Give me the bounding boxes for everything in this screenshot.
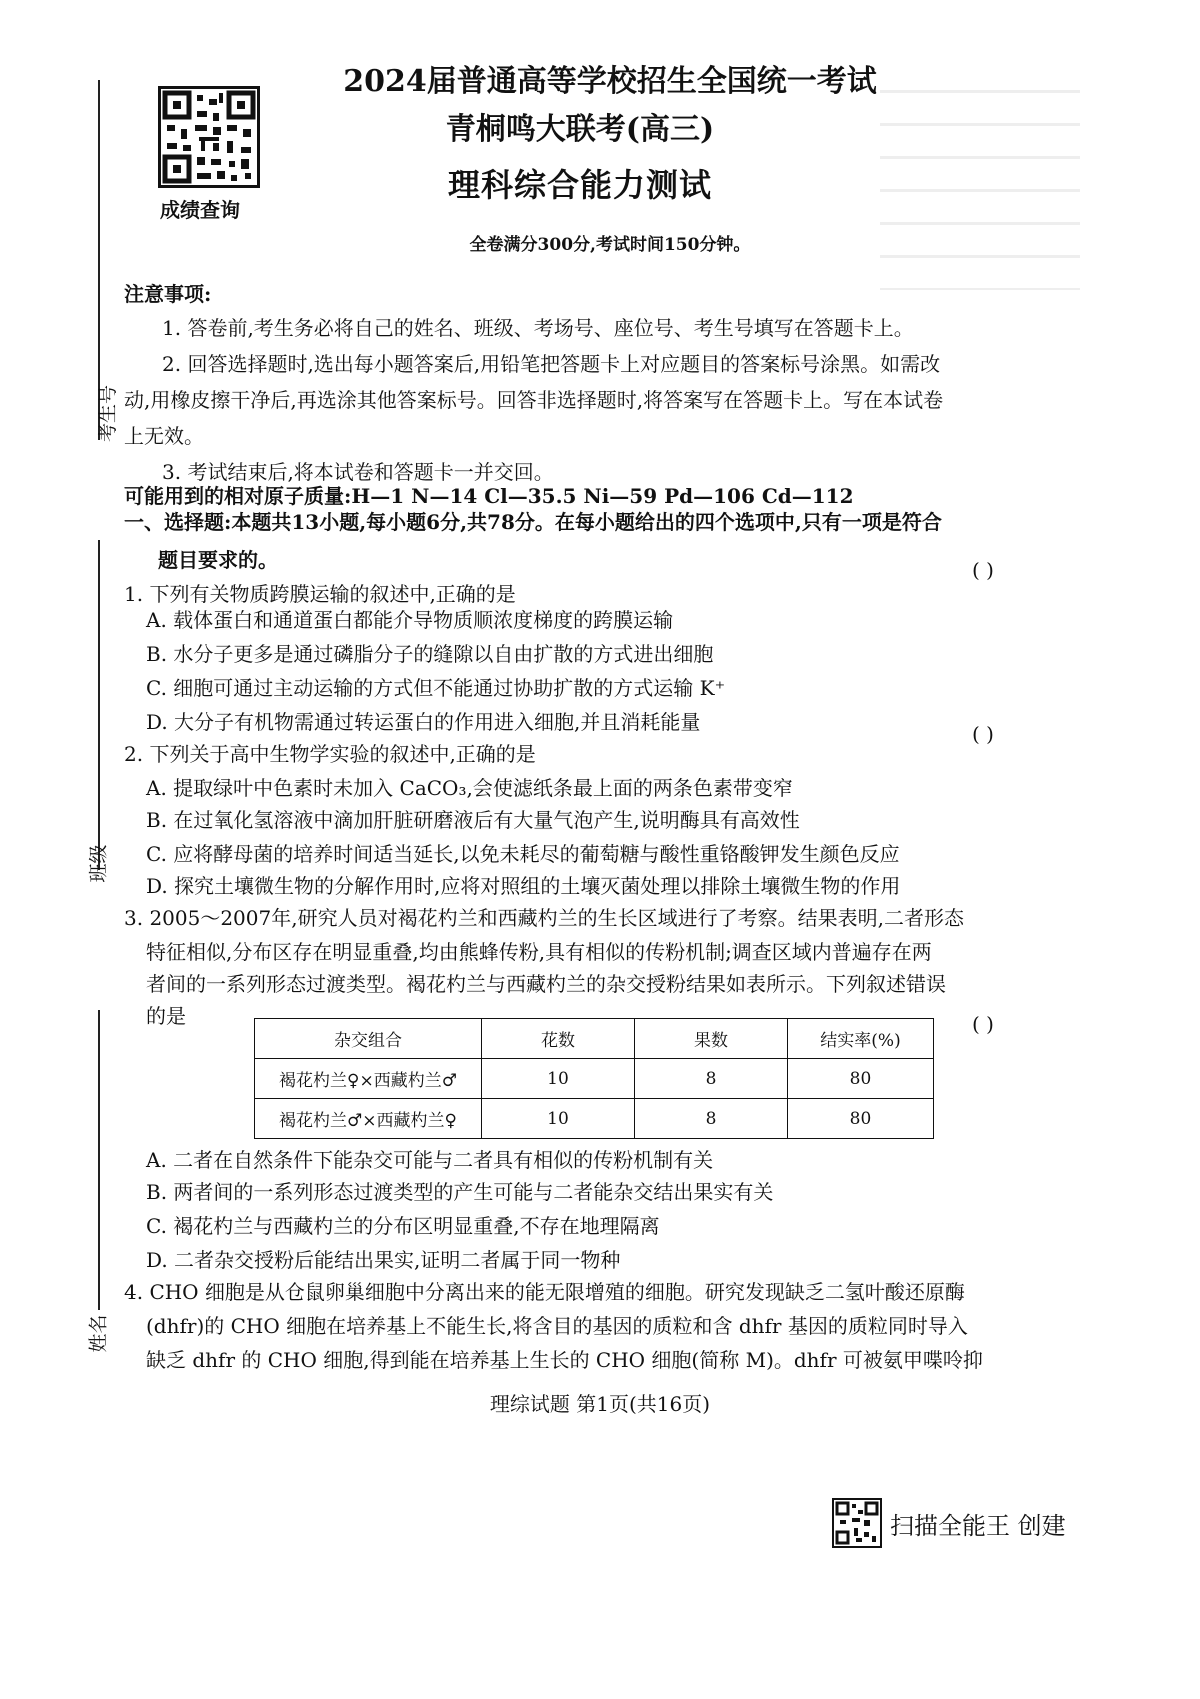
table-header: 果数 (635, 1019, 788, 1059)
table-cell: 80 (788, 1059, 934, 1099)
table-cell: 8 (635, 1059, 788, 1099)
side-label-class: 班级 (87, 844, 110, 883)
scanner-label: 扫描全能王 创建 (890, 1512, 1066, 1540)
q1-option-b: B. 水分子更多是通过磷脂分子的缝隙以自由扩散的方式进出细胞 (146, 642, 714, 666)
table-cell: 80 (788, 1099, 934, 1139)
qr-code-icon[interactable] (158, 86, 260, 188)
q3-stem-4: 的是 (146, 1004, 186, 1028)
q2-option-c: C. 应将酵母菌的培养时间适当延长,以免未耗尽的葡萄糖与酸性重铬酸钾发生颜色反应 (146, 842, 900, 866)
q2-option-a: A. 提取绿叶中色素时未加入 CaCO₃,会使滤纸条最上面的两条色素带变窄 (146, 776, 793, 800)
q2-stem: 2. 下列关于高中生物学实验的叙述中,正确的是 (124, 742, 536, 766)
paper-title: 理科综合能力测试 (447, 166, 712, 204)
table-cell: 10 (482, 1099, 635, 1139)
notice-item-1: 1. 答卷前,考生务必将自己的姓名、班级、考场号、座位号、考生号填写在答题卡上。 (162, 316, 914, 340)
q3-option-d: D. 二者杂交授粉后能结出果实,证明二者属于同一物种 (146, 1248, 621, 1272)
q1-option-a: A. 载体蛋白和通道蛋白都能介导物质顺浓度梯度的跨膜运输 (146, 608, 674, 632)
qr-caption: 成绩查询 (160, 198, 240, 222)
notice-item-2-end: 上无效。 (124, 424, 204, 448)
table-row (255, 1059, 934, 1099)
q4-line-3: 缺乏 dhfr 的 CHO 细胞,得到能在培养基上生长的 CHO 细胞(简称 M)。dhfr 可被氨甲喋呤抑 (146, 1348, 983, 1372)
table-header: 花数 (482, 1019, 635, 1059)
side-label-exam-no: 考生号 (97, 384, 120, 443)
notice-heading: 注意事项: (124, 282, 212, 306)
table-row (255, 1099, 934, 1139)
q4-line-2: (dhfr)的 CHO 细胞在培养基上不能生长,将含目的基因的质粒和含 dhfr 基因的质粒同时导入 (146, 1314, 968, 1338)
table-header: 杂交组合 (255, 1019, 482, 1059)
q3-stem-1: 3. 2005～2007年,研究人员对褐花杓兰和西藏杓兰的生长区域进行了考察。结果表明,二者形态 (124, 906, 964, 930)
exam-title: 2024届普通高等学校招生全国统一考试 (343, 64, 877, 99)
atomic-mass-line: 可能用到的相对原子质量:H—1 N—14 Cl—35.5 Ni—59 Pd—106 Cd—112 (124, 484, 854, 508)
q2-answer-paren[interactable]: ( ) (972, 722, 994, 746)
q2-option-d: D. 探究土壤微生物的分解作用时,应将对照组的土壤灭菌处理以排除土壤微生物的作用 (146, 874, 901, 898)
q1-option-d: D. 大分子有机物需通过转运蛋白的作用进入细胞,并且消耗能量 (146, 710, 701, 734)
q3-table (254, 1018, 934, 1139)
q3-stem-3: 者间的一系列形态过渡类型。褐花杓兰与西藏杓兰的杂交授粉结果如表所示。下列叙述错误 (146, 972, 946, 996)
q3-option-c: C. 褐花杓兰与西藏杓兰的分布区明显重叠,不存在地理隔离 (146, 1214, 660, 1238)
q2-option-b: B. 在过氧化氢溶液中滴加肝脏研磨液后有大量气泡产生,说明酶具有高效性 (146, 808, 800, 832)
scanner-qr-icon (832, 1498, 882, 1548)
table-header-row (255, 1019, 934, 1059)
side-label-name: 姓名 (87, 1314, 110, 1353)
section-heading-cont: 题目要求的。 (158, 548, 278, 572)
table-cell: 10 (482, 1059, 635, 1099)
q3-stem-2: 特征相似,分布区存在明显重叠,均由熊蜂传粉,具有相似的传粉机制;调查区域内普遍存在两 (146, 940, 932, 964)
bleed-through (880, 60, 1080, 290)
score-time-note: 全卷满分300分,考试时间150分钟。 (469, 235, 751, 255)
table-header: 结实率(%) (788, 1019, 934, 1059)
q3-option-b: B. 两者间的一系列形态过渡类型的产生可能与二者能杂交结出果实有关 (146, 1180, 774, 1204)
table-cell: 8 (635, 1099, 788, 1139)
q3-option-a: A. 二者在自然条件下能杂交可能与二者具有相似的传粉机制有关 (146, 1148, 714, 1172)
binding-line-mid (98, 540, 100, 870)
table-cell: 褐花杓兰♂×西藏杓兰♀ (255, 1099, 482, 1139)
section-heading: 一、选择题:本题共13小题,每小题6分,共78分。在每小题给出的四个选项中,只有一项是符合 (124, 510, 942, 534)
q1-option-c: C. 细胞可通过主动运输的方式但不能通过协助扩散的方式运输 K⁺ (146, 676, 726, 700)
q1-answer-paren[interactable]: ( ) (972, 558, 994, 582)
q4-line-1: 4. CHO 细胞是从仓鼠卵巢细胞中分离出来的能无限增殖的细胞。研究发现缺乏二氢叶酸还原酶 (124, 1280, 965, 1304)
notice-item-3: 3. 考试结束后,将本试卷和答题卡一并交回。 (162, 460, 554, 484)
table-cell: 褐花杓兰♀×西藏杓兰♂ (255, 1059, 482, 1099)
exam-subtitle: 青桐鸣大联考(高三) (445, 112, 715, 147)
page-footer: 理综试题 第1页(共16页) (489, 1392, 711, 1416)
q1-stem: 1. 下列有关物质跨膜运输的叙述中,正确的是 (124, 582, 516, 606)
binding-line-low (98, 1010, 100, 1310)
notice-item-2-cont: 动,用橡皮擦干净后,再选涂其他答案标号。回答非选择题时,将答案写在答题卡上。写在本试卷 (124, 388, 944, 412)
q3-answer-paren[interactable]: ( ) (972, 1012, 994, 1036)
notice-item-2: 2. 回答选择题时,选出每小题答案后,用铅笔把答题卡上对应题目的答案标号涂黑。如需改 (162, 352, 941, 376)
